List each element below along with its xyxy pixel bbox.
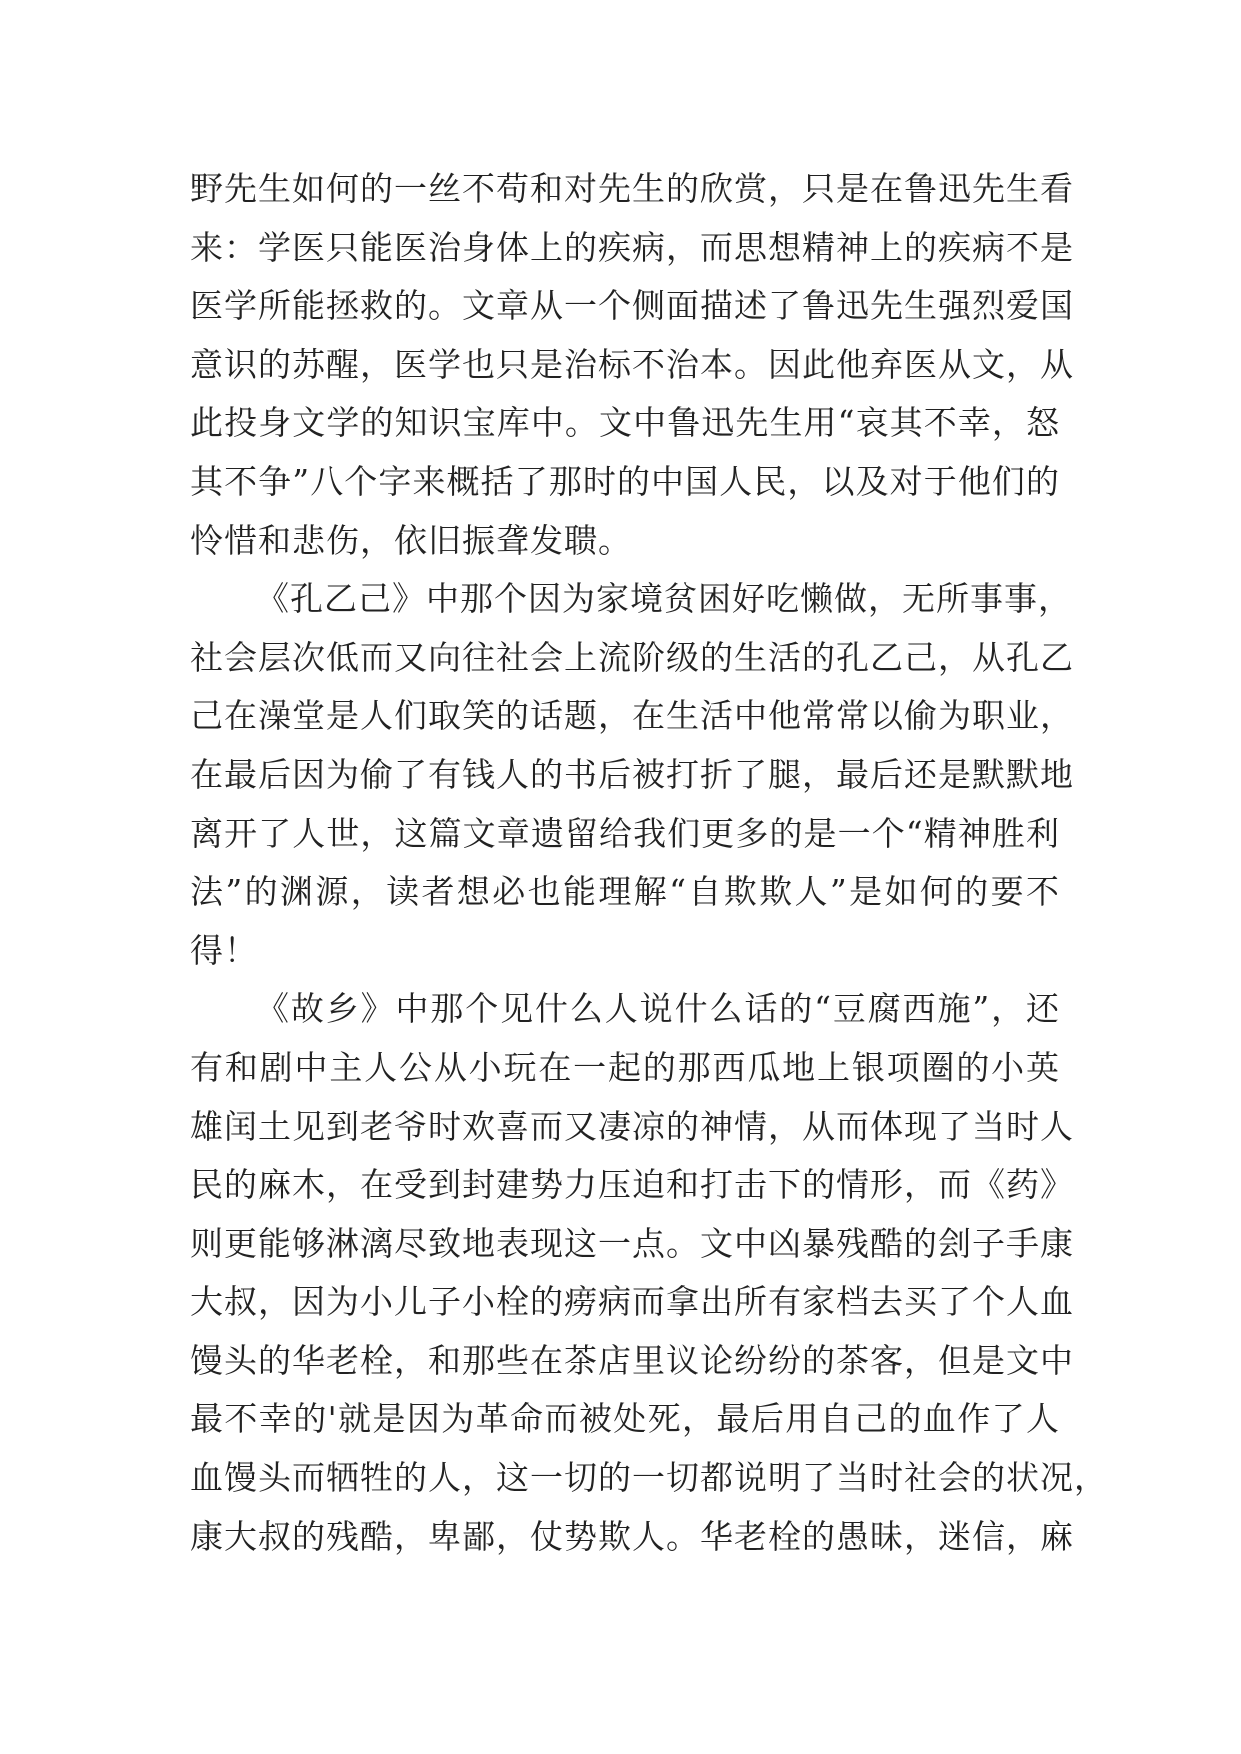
text-line: 《故乡》中那个见什么人说什么话的“豆腐西施”，还 <box>256 989 1060 1029</box>
text-line: 康大叔的残酷，卑鄙，仗势欺人。华老栓的愚昧，迷信，麻 <box>190 1516 1074 1556</box>
text-line: 其不争”八个字来概括了那时的中国人民，以及对于他们的 <box>190 461 1060 501</box>
text-line: 有和剧中主人公从小玩在一起的那西瓜地上银项圈的小英 <box>190 1047 1060 1087</box>
text-line: 社会层次低而又向往社会上流阶级的生活的孔乙己，从孔乙 <box>190 637 1074 677</box>
text-line: 此投身文学的知识宝库中。文中鲁迅先生用“哀其不幸，怒 <box>190 403 1060 443</box>
text-line: 医学所能拯救的。文章从一个侧面描述了鲁迅先生强烈爱国 <box>190 286 1074 326</box>
text-line: 民的麻木，在受到封建势力压迫和打击下的情形，而《药》 <box>190 1165 1074 1205</box>
text-line: 大叔，因为小儿子小栓的痨病而拿出所有家档去买了个人血 <box>190 1282 1074 1322</box>
text-line: 血馒头而牺牲的人，这一切的一切都说明了当时社会的状况， <box>190 1458 1108 1498</box>
text-line: 法”的渊源，读者想必也能理解“自欺欺人”是如何的要不 <box>190 872 1060 912</box>
text-line: 《孔乙己》中那个因为家境贫困好吃懒做，无所事事， <box>256 579 1072 619</box>
text-line: 馒头的华老栓，和那些在茶店里议论纷纷的茶客，但是文中 <box>190 1340 1074 1380</box>
text-line: 意识的苏醒，医学也只是治标不治本。因此他弃医从文，从 <box>190 344 1074 384</box>
text-line: 得！ <box>190 930 258 970</box>
text-line: 在最后因为偷了有钱人的书后被打折了腿，最后还是默默地 <box>190 754 1074 794</box>
text-line: 己在澡堂是人们取笑的话题，在生活中他常常以偷为职业， <box>190 696 1074 736</box>
text-line: 野先生如何的一丝不苟和对先生的欣赏，只是在鲁迅先生看 <box>190 169 1074 208</box>
text-line: 来：学医只能医治身体上的疾病，而思想精神上的疾病不是 <box>190 227 1074 267</box>
text-line: 则更能够淋漓尽致地表现这一点。文中凶暴残酷的刽子手康 <box>190 1223 1074 1263</box>
text-line: 离开了人世，这篇文章遗留给我们更多的是一个“精神胜利 <box>190 813 1060 853</box>
body-text <box>190 160 1108 1566</box>
text-line: 怜惜和悲伤，依旧振聋发聩。 <box>190 520 632 560</box>
text-line: 最不幸的'就是因为革命而被处死，最后用自己的血作了人 <box>190 1399 1060 1439</box>
text-line: 雄闰土见到老爷时欢喜而又凄凉的神情，从而体现了当时人 <box>190 1106 1074 1146</box>
